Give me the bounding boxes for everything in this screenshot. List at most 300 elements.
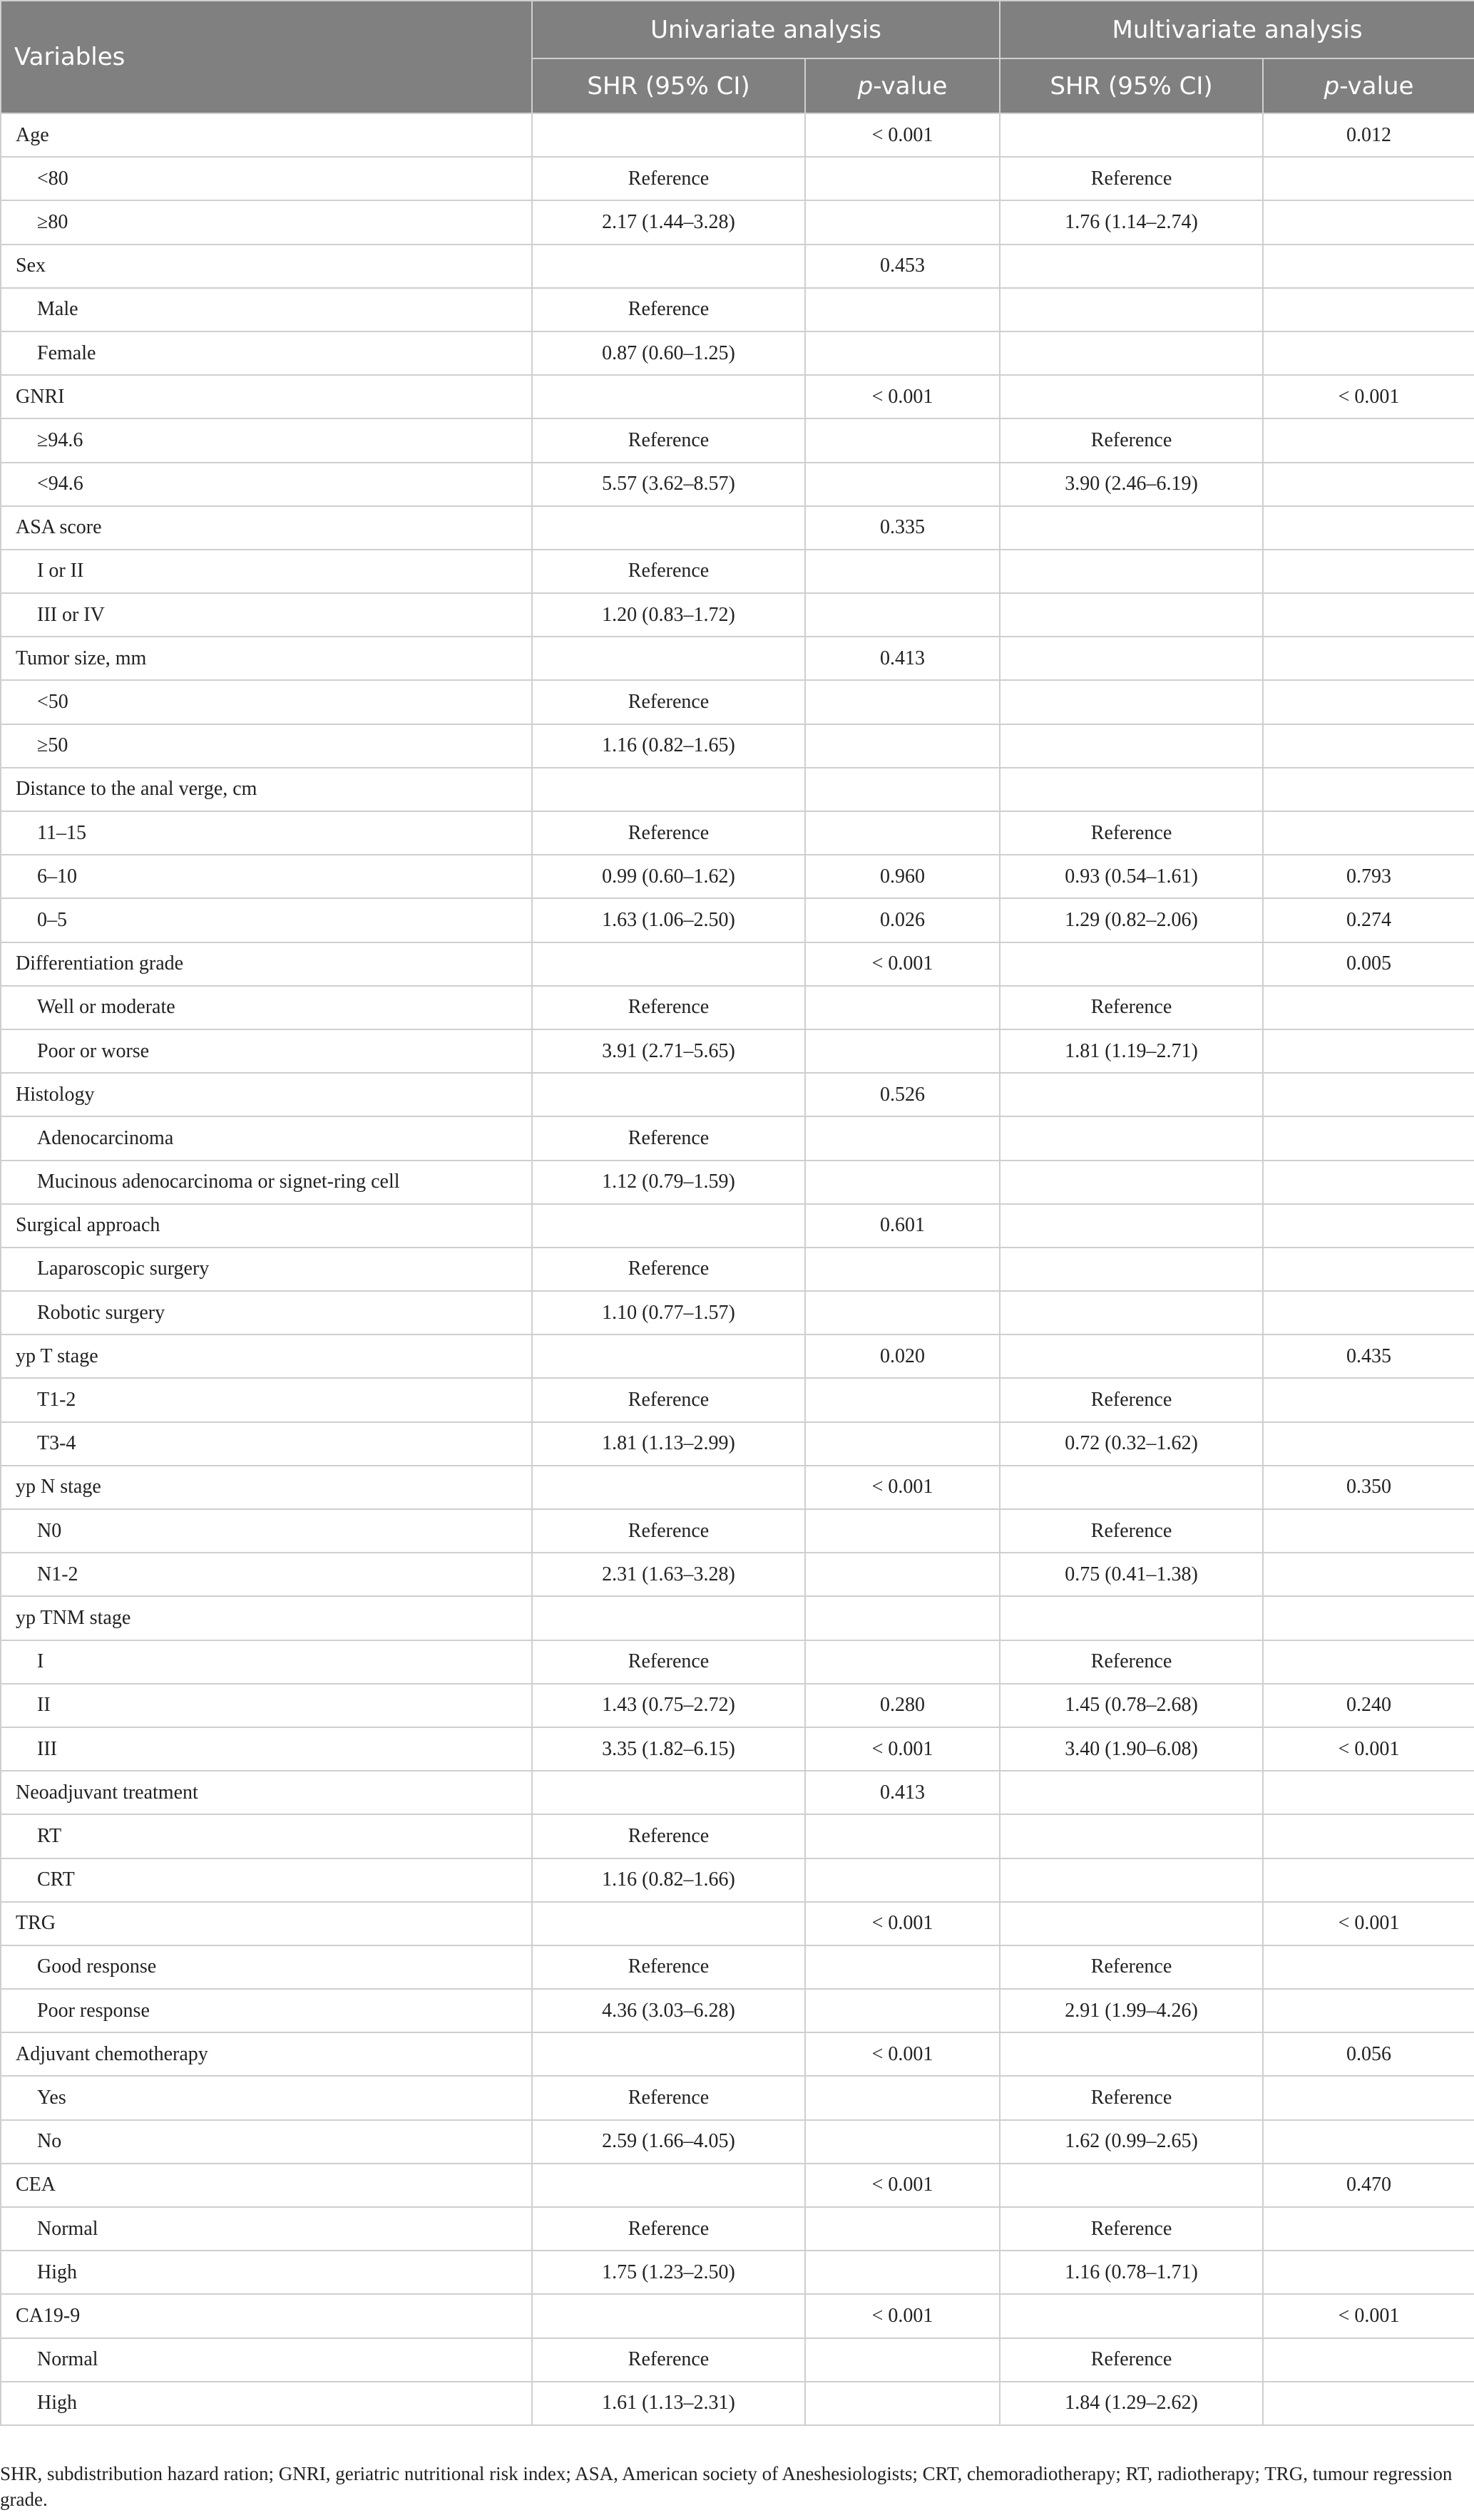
header-univariate: Univariate analysis [532, 1, 1000, 58]
multivariate-p-cell [1263, 331, 1474, 375]
univariate-p-cell [805, 1553, 1000, 1596]
multivariate-shr-cell [1000, 2164, 1263, 2207]
table-row [1, 1945, 1474, 1989]
multivariate-shr-cell [1000, 506, 1263, 550]
multivariate-p-cell: < 0.001 [1263, 1902, 1474, 1945]
table-row [1, 200, 1474, 244]
multivariate-shr-cell [1000, 1161, 1263, 1204]
multivariate-p-cell [1263, 418, 1474, 462]
univariate-p-cell [805, 418, 1000, 462]
univariate-shr-cell: 1.81 (1.13–2.99) [532, 1422, 805, 1466]
multivariate-p-cell [1263, 2076, 1474, 2119]
variable-cell: Female [1, 331, 532, 375]
multivariate-p-cell: 0.350 [1263, 1466, 1474, 1509]
multivariate-p-cell [1263, 550, 1474, 593]
univariate-shr-cell: 1.10 (0.77–1.57) [532, 1291, 805, 1334]
multivariate-shr-cell [1000, 1291, 1263, 1334]
variable-cell: High [1, 2382, 532, 2425]
variable-cell: I [1, 1640, 532, 1684]
multivariate-p-cell [1263, 1073, 1474, 1116]
table-row [1, 463, 1474, 506]
univariate-p-cell: < 0.001 [805, 375, 1000, 418]
p-suffix: -value [873, 71, 948, 101]
variable-cell: Well or moderate [1, 986, 532, 1029]
multivariate-p-cell [1263, 1161, 1474, 1204]
multivariate-shr-cell [1000, 637, 1263, 680]
univariate-p-cell: 0.413 [805, 1771, 1000, 1814]
variable-cell: N1-2 [1, 1553, 532, 1596]
multivariate-p-cell: 0.056 [1263, 2032, 1474, 2076]
multivariate-shr-cell: Reference [1000, 2076, 1263, 2119]
multivariate-shr-cell [1000, 1771, 1263, 1814]
header-univariate-shr: SHR (95% CI) [532, 58, 805, 113]
univariate-p-cell [805, 2382, 1000, 2425]
univariate-p-cell [805, 1422, 1000, 1466]
multivariate-shr-cell [1000, 2032, 1263, 2076]
multivariate-p-cell [1263, 811, 1474, 855]
multivariate-p-cell [1263, 1640, 1474, 1684]
univariate-p-cell: < 0.001 [805, 942, 1000, 986]
multivariate-p-cell [1263, 1422, 1474, 1466]
multivariate-shr-cell: 1.62 (0.99–2.65) [1000, 2120, 1263, 2164]
multivariate-p-cell [1263, 1814, 1474, 1858]
univariate-p-cell [805, 1509, 1000, 1553]
multivariate-p-cell [1263, 1596, 1474, 1640]
univariate-shr-cell [532, 1902, 805, 1945]
univariate-p-cell [805, 986, 1000, 1029]
table-row [1, 1073, 1474, 1116]
variable-cell: Normal [1, 2338, 532, 2382]
multivariate-shr-cell [1000, 1204, 1263, 1248]
variable-cell: Male [1, 288, 532, 331]
multivariate-shr-cell: 1.16 (0.78–1.71) [1000, 2251, 1263, 2294]
header-multivariate-p [1263, 58, 1474, 113]
variable-cell: RT [1, 1814, 532, 1858]
multivariate-shr-cell [1000, 550, 1263, 593]
multivariate-p-cell [1263, 157, 1474, 200]
univariate-shr-cell: Reference [532, 680, 805, 724]
univariate-p-cell: < 0.001 [805, 1727, 1000, 1771]
multivariate-p-cell: 0.435 [1263, 1334, 1474, 1378]
table-row [1, 1509, 1474, 1553]
univariate-shr-cell: 0.87 (0.60–1.25) [532, 331, 805, 375]
multivariate-shr-cell [1000, 1116, 1263, 1160]
multivariate-shr-cell [1000, 2294, 1263, 2338]
univariate-shr-cell: 1.20 (0.83–1.72) [532, 593, 805, 637]
univariate-p-cell: < 0.001 [805, 2294, 1000, 2338]
multivariate-shr-cell: Reference [1000, 986, 1263, 1029]
multivariate-shr-cell [1000, 1248, 1263, 1291]
univariate-p-cell: 0.601 [805, 1204, 1000, 1248]
univariate-p-cell [805, 1640, 1000, 1684]
variable-cell: III or IV [1, 593, 532, 637]
p-italic: p [1324, 71, 1340, 101]
table-row [1, 724, 1474, 768]
multivariate-p-cell [1263, 1248, 1474, 1291]
header-variables: Variables [1, 1, 532, 113]
univariate-p-cell: 0.026 [805, 898, 1000, 942]
variable-cell: 11–15 [1, 811, 532, 855]
table-row [1, 331, 1474, 375]
multivariate-shr-cell [1000, 1814, 1263, 1858]
multivariate-shr-cell [1000, 1902, 1263, 1945]
table-row [1, 680, 1474, 724]
variable-cell: ≥50 [1, 724, 532, 768]
univariate-p-cell: < 0.001 [805, 1466, 1000, 1509]
multivariate-p-cell [1263, 637, 1474, 680]
univariate-shr-cell: Reference [532, 1378, 805, 1421]
multivariate-p-cell [1263, 1378, 1474, 1421]
variable-cell: Adenocarcinoma [1, 1116, 532, 1160]
univariate-shr-cell: Reference [532, 811, 805, 855]
table-row [1, 1291, 1474, 1334]
table-row [1, 2032, 1474, 2076]
multivariate-p-cell [1263, 2120, 1474, 2164]
multivariate-shr-cell: Reference [1000, 2338, 1263, 2382]
multivariate-p-cell [1263, 506, 1474, 550]
univariate-shr-cell: Reference [532, 157, 805, 200]
univariate-shr-cell: 2.59 (1.66–4.05) [532, 2120, 805, 2164]
univariate-shr-cell: 1.12 (0.79–1.59) [532, 1161, 805, 1204]
table-row [1, 1204, 1474, 1248]
multivariate-shr-cell [1000, 375, 1263, 418]
univariate-p-cell: 0.960 [805, 855, 1000, 898]
variable-cell: CA19-9 [1, 2294, 532, 2338]
univariate-shr-cell: Reference [532, 1509, 805, 1553]
variable-cell: Poor response [1, 1989, 532, 2032]
univariate-shr-cell [532, 1596, 805, 1640]
univariate-p-cell: < 0.001 [805, 2164, 1000, 2207]
multivariate-shr-cell [1000, 1596, 1263, 1640]
univariate-p-cell [805, 1989, 1000, 2032]
multivariate-shr-cell: 0.72 (0.32–1.62) [1000, 1422, 1263, 1466]
univariate-p-cell [805, 463, 1000, 506]
univariate-shr-cell: 4.36 (3.03–6.28) [532, 1989, 805, 2032]
multivariate-p-cell [1263, 986, 1474, 1029]
multivariate-shr-cell [1000, 724, 1263, 768]
multivariate-shr-cell: Reference [1000, 2207, 1263, 2251]
table-row [1, 1029, 1474, 1073]
multivariate-p-cell: < 0.001 [1263, 1727, 1474, 1771]
variable-cell: T1-2 [1, 1378, 532, 1421]
table-row [1, 288, 1474, 331]
univariate-p-cell: 0.453 [805, 245, 1000, 288]
table-row [1, 942, 1474, 986]
multivariate-p-cell [1263, 1116, 1474, 1160]
variable-cell: 0–5 [1, 898, 532, 942]
univariate-shr-cell: Reference [532, 1945, 805, 1989]
variable-cell: Mucinous adenocarcinoma or signet-ring cell [1, 1161, 532, 1204]
univariate-p-cell [805, 1161, 1000, 1204]
variable-cell: III [1, 1727, 532, 1771]
multivariate-shr-cell: 3.40 (1.90–6.08) [1000, 1727, 1263, 1771]
univariate-shr-cell: 3.91 (2.71–5.65) [532, 1029, 805, 1073]
multivariate-p-cell [1263, 2338, 1474, 2382]
table-row [1, 1858, 1474, 1902]
variable-cell: CRT [1, 1858, 532, 1902]
table-row [1, 1684, 1474, 1727]
univariate-shr-cell: Reference [532, 2207, 805, 2251]
univariate-shr-cell [532, 637, 805, 680]
multivariate-p-cell: 0.012 [1263, 113, 1474, 157]
multivariate-shr-cell [1000, 768, 1263, 811]
multivariate-shr-cell: Reference [1000, 1945, 1263, 1989]
multivariate-shr-cell [1000, 331, 1263, 375]
univariate-shr-cell: Reference [532, 1640, 805, 1684]
multivariate-shr-cell [1000, 1858, 1263, 1902]
variable-cell: Normal [1, 2207, 532, 2251]
univariate-shr-cell [532, 1073, 805, 1116]
header-row-groups [1, 1, 1474, 58]
table-row [1, 1248, 1474, 1291]
variable-cell: Surgical approach [1, 1204, 532, 1248]
multivariate-p-cell: < 0.001 [1263, 2294, 1474, 2338]
univariate-p-cell [805, 1858, 1000, 1902]
header-univariate-p [805, 58, 1000, 113]
univariate-p-cell [805, 2251, 1000, 2294]
multivariate-p-cell: 0.793 [1263, 855, 1474, 898]
variable-cell: 6–10 [1, 855, 532, 898]
univariate-p-cell [805, 1116, 1000, 1160]
univariate-shr-cell: 5.57 (3.62–8.57) [532, 463, 805, 506]
variable-cell: ≥80 [1, 200, 532, 244]
variable-cell: Age [1, 113, 532, 157]
table-row [1, 157, 1474, 200]
univariate-shr-cell [532, 942, 805, 986]
variable-cell: No [1, 2120, 532, 2164]
univariate-shr-cell: Reference [532, 1814, 805, 1858]
univariate-p-cell [805, 2338, 1000, 2382]
univariate-shr-cell [532, 1334, 805, 1378]
variable-cell: High [1, 2251, 532, 2294]
table-row [1, 2076, 1474, 2119]
variable-cell: Robotic surgery [1, 1291, 532, 1334]
multivariate-shr-cell: 2.91 (1.99–4.26) [1000, 1989, 1263, 2032]
multivariate-p-cell [1263, 245, 1474, 288]
univariate-shr-cell [532, 2294, 805, 2338]
univariate-shr-cell: Reference [532, 2338, 805, 2382]
multivariate-shr-cell: Reference [1000, 418, 1263, 462]
variable-cell: yp TNM stage [1, 1596, 532, 1640]
variable-cell: <94.6 [1, 463, 532, 506]
multivariate-shr-cell [1000, 288, 1263, 331]
univariate-p-cell [805, 2076, 1000, 2119]
table-footnote: SHR, subdistribution hazard ration; GNRI, geriatric nutritional risk index; ASA, American society of Aneshesiologists; CRT, chemoradiotherapy; RT, radiotherapy; TRG, tumour regression grade. [0, 2463, 1453, 2510]
table-row [1, 1771, 1474, 1814]
multivariate-p-cell [1263, 200, 1474, 244]
variable-cell: yp N stage [1, 1466, 532, 1509]
univariate-shr-cell [532, 768, 805, 811]
univariate-shr-cell [532, 2164, 805, 2207]
univariate-shr-cell [532, 1204, 805, 1248]
multivariate-p-cell: 0.470 [1263, 2164, 1474, 2207]
table-row [1, 1553, 1474, 1596]
multivariate-shr-cell [1000, 1466, 1263, 1509]
multivariate-shr-cell [1000, 113, 1263, 157]
multivariate-shr-cell: Reference [1000, 1640, 1263, 1684]
univariate-p-cell [805, 157, 1000, 200]
table-row [1, 898, 1474, 942]
univariate-shr-cell: 2.31 (1.63–3.28) [532, 1553, 805, 1596]
univariate-shr-cell: 1.16 (0.82–1.65) [532, 724, 805, 768]
multivariate-p-cell [1263, 724, 1474, 768]
univariate-shr-cell [532, 113, 805, 157]
univariate-p-cell [805, 1378, 1000, 1421]
multivariate-shr-cell: 1.76 (1.14–2.74) [1000, 200, 1263, 244]
multivariate-shr-cell: 1.84 (1.29–2.62) [1000, 2382, 1263, 2425]
univariate-p-cell: < 0.001 [805, 2032, 1000, 2076]
table-row [1, 375, 1474, 418]
table-row [1, 506, 1474, 550]
multivariate-shr-cell: 3.90 (2.46–6.19) [1000, 463, 1263, 506]
variable-cell: Tumor size, mm [1, 637, 532, 680]
multivariate-shr-cell: Reference [1000, 157, 1263, 200]
multivariate-shr-cell: Reference [1000, 811, 1263, 855]
table-row [1, 2120, 1474, 2164]
multivariate-shr-cell: Reference [1000, 1378, 1263, 1421]
variable-cell: Yes [1, 2076, 532, 2119]
multivariate-p-cell [1263, 1553, 1474, 1596]
variable-cell: GNRI [1, 375, 532, 418]
univariate-p-cell [805, 288, 1000, 331]
variable-cell: I or II [1, 550, 532, 593]
variable-cell: Neoadjuvant treatment [1, 1771, 532, 1814]
multivariate-p-cell [1263, 1291, 1474, 1334]
multivariate-p-cell [1263, 680, 1474, 724]
univariate-p-cell: 0.020 [805, 1334, 1000, 1378]
univariate-p-cell [805, 724, 1000, 768]
multivariate-p-cell [1263, 768, 1474, 811]
univariate-p-cell [805, 1248, 1000, 1291]
multivariate-p-cell [1263, 1858, 1474, 1902]
variable-cell: TRG [1, 1902, 532, 1945]
variable-cell: N0 [1, 1509, 532, 1553]
univariate-shr-cell: 1.75 (1.23–2.50) [532, 2251, 805, 2294]
multivariate-shr-cell: 1.81 (1.19–2.71) [1000, 1029, 1263, 1073]
variable-cell: Poor or worse [1, 1029, 532, 1073]
multivariate-p-cell [1263, 2382, 1474, 2425]
table-row [1, 2164, 1474, 2207]
multivariate-shr-cell [1000, 680, 1263, 724]
multivariate-shr-cell [1000, 1073, 1263, 1116]
table-row [1, 1378, 1474, 1421]
variable-cell: Adjuvant chemotherapy [1, 2032, 532, 2076]
univariate-p-cell [805, 2207, 1000, 2251]
variable-cell: <50 [1, 680, 532, 724]
multivariate-p-cell: 0.274 [1263, 898, 1474, 942]
table-row [1, 1466, 1474, 1509]
univariate-p-cell: < 0.001 [805, 1902, 1000, 1945]
univariate-p-cell [805, 200, 1000, 244]
multivariate-p-cell [1263, 2207, 1474, 2251]
multivariate-shr-cell: 0.75 (0.41–1.38) [1000, 1553, 1263, 1596]
multivariate-shr-cell [1000, 245, 1263, 288]
multivariate-p-cell: 0.005 [1263, 942, 1474, 986]
table-row [1, 1596, 1474, 1640]
univariate-p-cell [805, 2120, 1000, 2164]
univariate-shr-cell: Reference [532, 1248, 805, 1291]
univariate-p-cell: 0.526 [805, 1073, 1000, 1116]
table-row [1, 2382, 1474, 2425]
variable-cell: ≥94.6 [1, 418, 532, 462]
univariate-shr-cell [532, 1771, 805, 1814]
table-row [1, 2338, 1474, 2382]
table-row [1, 986, 1474, 1029]
multivariate-p-cell [1263, 1771, 1474, 1814]
table-row [1, 2294, 1474, 2338]
univariate-shr-cell: 1.43 (0.75–2.72) [532, 1684, 805, 1727]
table-row [1, 418, 1474, 462]
variable-cell: Histology [1, 1073, 532, 1116]
variable-cell: Good response [1, 1945, 532, 1989]
multivariate-shr-cell [1000, 942, 1263, 986]
univariate-p-cell [805, 1814, 1000, 1858]
univariate-shr-cell: 1.61 (1.13–2.31) [532, 2382, 805, 2425]
univariate-shr-cell: 0.99 (0.60–1.62) [532, 855, 805, 898]
multivariate-shr-cell [1000, 593, 1263, 637]
variable-cell: <80 [1, 157, 532, 200]
p-italic: p [857, 71, 874, 101]
multivariate-p-cell: 0.240 [1263, 1684, 1474, 1727]
multivariate-shr-cell [1000, 1334, 1263, 1378]
univariate-p-cell [805, 768, 1000, 811]
header-multivariate: Multivariate analysis [1000, 1, 1474, 58]
univariate-p-cell [805, 1596, 1000, 1640]
variable-cell: Differentiation grade [1, 942, 532, 986]
variable-cell: T3-4 [1, 1422, 532, 1466]
univariate-shr-cell: Reference [532, 2076, 805, 2119]
multivariate-p-cell: < 0.001 [1263, 375, 1474, 418]
table-header [1, 1, 1474, 113]
multivariate-p-cell [1263, 593, 1474, 637]
table-row [1, 855, 1474, 898]
table-row [1, 1727, 1474, 1771]
univariate-shr-cell: 3.35 (1.82–6.15) [532, 1727, 805, 1771]
multivariate-shr-cell: 1.45 (0.78–2.68) [1000, 1684, 1263, 1727]
multivariate-p-cell [1263, 1509, 1474, 1553]
table-row [1, 1814, 1474, 1858]
univariate-shr-cell [532, 506, 805, 550]
table-row [1, 1422, 1474, 1466]
univariate-p-cell: 0.280 [805, 1684, 1000, 1727]
univariate-shr-cell [532, 245, 805, 288]
univariate-p-cell [805, 1291, 1000, 1334]
univariate-p-cell: 0.413 [805, 637, 1000, 680]
p-suffix: -value [1339, 71, 1414, 101]
header-multivariate-shr: SHR (95% CI) [1000, 58, 1263, 113]
univariate-p-cell: < 0.001 [805, 113, 1000, 157]
multivariate-p-cell [1263, 1989, 1474, 2032]
multivariate-shr-cell: 0.93 (0.54–1.61) [1000, 855, 1263, 898]
multivariate-shr-cell: 1.29 (0.82–2.06) [1000, 898, 1263, 942]
univariate-p-cell [805, 680, 1000, 724]
variable-cell: CEA [1, 2164, 532, 2207]
univariate-p-cell [805, 811, 1000, 855]
univariate-shr-cell: Reference [532, 418, 805, 462]
multivariate-p-cell [1263, 1945, 1474, 1989]
variable-cell: Sex [1, 245, 532, 288]
univariate-shr-cell: 2.17 (1.44–3.28) [532, 200, 805, 244]
univariate-p-cell [805, 550, 1000, 593]
table-row [1, 1989, 1474, 2032]
multivariate-p-cell [1263, 1029, 1474, 1073]
table-row [1, 1161, 1474, 1204]
univariate-shr-cell [532, 375, 805, 418]
univariate-shr-cell: 1.63 (1.06–2.50) [532, 898, 805, 942]
univariate-shr-cell [532, 1466, 805, 1509]
multivariate-p-cell [1263, 2251, 1474, 2294]
table-row [1, 768, 1474, 811]
